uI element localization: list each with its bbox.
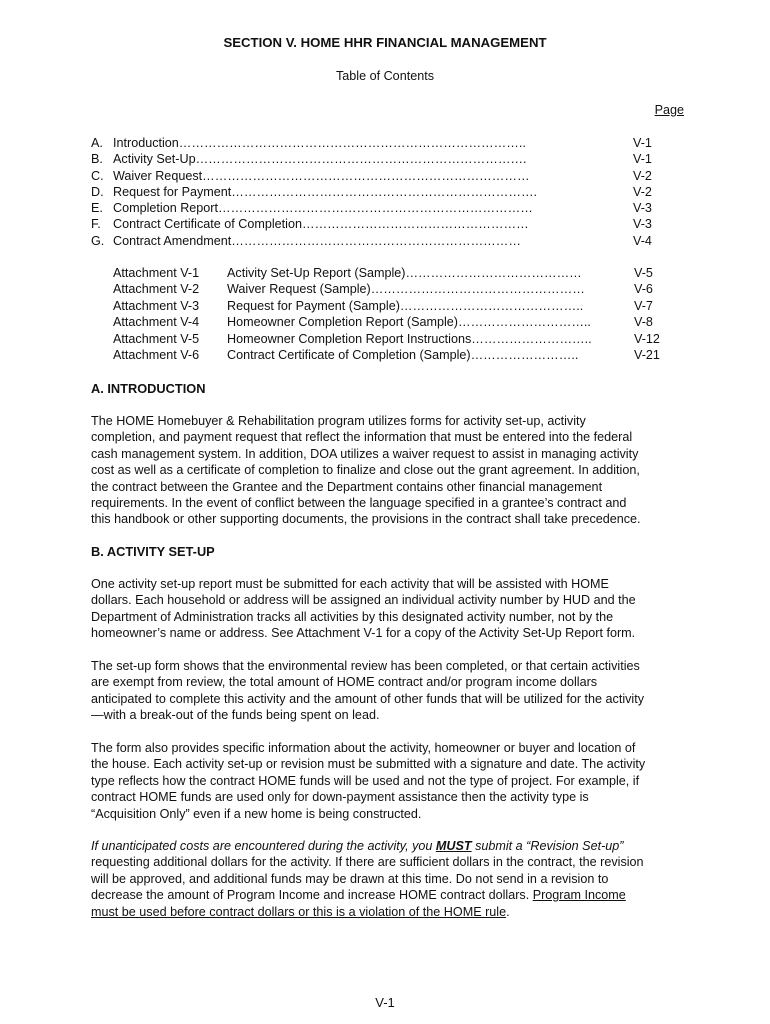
toc-page: V-4 bbox=[633, 233, 652, 248]
paragraph-line: anticipated to complete this activity and the amount of other funds that will be utilized for the activity bbox=[91, 691, 645, 706]
introduction-paragraph bbox=[91, 413, 706, 528]
attachment-label: Attachment V-3 bbox=[113, 298, 200, 313]
attachment-page: V-12 bbox=[634, 331, 660, 346]
toc-entry[interactable] bbox=[91, 216, 681, 232]
paragraph-line: One activity set-up report must be submitted for each activity that will be assisted with HOME bbox=[91, 577, 609, 591]
paragraph-line: the house. Each activity set-up or revision must be submitted with a signature and date. The activity bbox=[91, 757, 646, 772]
attachment-page: V-7 bbox=[634, 298, 653, 313]
paragraph-line: requirements. In the event of conflict between the language specified in a grantee’s contract and bbox=[91, 496, 627, 511]
paragraph-line: homeowner’s name or address. See Attachment V-1 for a copy of the Activity Set-Up Report form. bbox=[91, 626, 636, 641]
paragraph-line: the contract between the Grantee and the Department contains other financial management bbox=[91, 479, 603, 494]
toc-entry[interactable] bbox=[91, 168, 681, 184]
toc-page: V-3 bbox=[633, 217, 652, 232]
toc-letter: B. bbox=[91, 152, 103, 167]
toc-text: Activity Set-Up……………………………………………………………………. bbox=[113, 152, 527, 167]
toc-text: Completion Report………………………………………………………………… bbox=[113, 201, 533, 216]
paragraph-line: dollars. Each household or address will be assigned an individual activity number by HUD and the bbox=[91, 593, 636, 608]
italic-text: submit a “Revision Set-up” bbox=[471, 839, 624, 853]
attachment-label: Attachment V-5 bbox=[113, 331, 200, 346]
toc-text: Request for Payment………………………………………………………………. bbox=[113, 184, 538, 199]
attachment-page: V-21 bbox=[634, 347, 660, 362]
paragraph-line: The set-up form shows that the environmental review has been completed, or that certain activities bbox=[91, 659, 640, 673]
toc-page: V-1 bbox=[633, 152, 652, 167]
toc-entry[interactable] bbox=[91, 200, 681, 216]
activity-setup-paragraph-3 bbox=[91, 740, 706, 822]
paragraph-line bbox=[91, 838, 706, 854]
attachment-text: Homeowner Completion Report Instructions……………………….. bbox=[227, 331, 592, 346]
paragraph-line: The form also provides specific information about the activity, homeowner or buyer and location of bbox=[91, 741, 636, 755]
toc-entry[interactable] bbox=[91, 184, 681, 200]
section-title: SECTION V. HOME HHR FINANCIAL MANAGEMENT bbox=[223, 35, 547, 50]
paragraph-line: contract HOME funds are used only for down-payment assistance then the activity type is bbox=[91, 790, 589, 805]
paragraph-line: requesting additional dollars for the activity. If there are sufficient dollars in the contract, the revision bbox=[91, 855, 644, 870]
paragraph-line: The HOME Homebuyer & Rehabilitation program utilizes forms for activity set-up, activity bbox=[91, 414, 586, 428]
toc-page: V-2 bbox=[633, 184, 652, 199]
paragraph-line: cost as well as a certificate of completion to finalize and close out the grant agreement. In addition, bbox=[91, 463, 640, 478]
section-a-heading: A. INTRODUCTION bbox=[91, 381, 206, 396]
toc-letter: D. bbox=[91, 184, 104, 199]
attachment-entry[interactable] bbox=[113, 298, 683, 314]
toc-letter: C. bbox=[91, 168, 104, 183]
attachments-list bbox=[113, 265, 683, 363]
activity-setup-paragraph-2 bbox=[91, 658, 706, 724]
toc-page-column-header: Page bbox=[654, 103, 684, 117]
paragraph-line: type reflects how the contract HOME funds will be used and not the type of project. For example, if bbox=[91, 773, 640, 788]
attachment-entry[interactable] bbox=[113, 281, 683, 297]
paragraph-line: are exempt from review, the total amount of HOME contract and/or program income dollars bbox=[91, 675, 598, 690]
toc-letter: E. bbox=[91, 201, 103, 216]
toc-text: Contract Amendment…………………………………………………………… bbox=[113, 233, 521, 248]
attachment-page: V-5 bbox=[634, 266, 653, 280]
toc-entry[interactable] bbox=[91, 233, 681, 249]
toc-entry[interactable] bbox=[91, 135, 681, 151]
paragraph-line: —with a break-out of the funds being spent on lead. bbox=[91, 708, 380, 723]
toc-letter: F. bbox=[91, 217, 101, 232]
attachment-text: Request for Payment (Sample)…………………………………….. bbox=[227, 298, 584, 313]
section-b-heading: B. ACTIVITY SET-UP bbox=[91, 544, 215, 559]
paragraph-line: completion, and payment request that reflect the information that must be entered into the federal bbox=[91, 430, 633, 445]
attachment-entry[interactable] bbox=[113, 331, 683, 347]
table-of-contents bbox=[91, 135, 681, 249]
paragraph-line bbox=[91, 887, 706, 903]
toc-page: V-2 bbox=[633, 168, 652, 183]
attachment-page: V-6 bbox=[634, 282, 653, 297]
paragraph-line: this handbook or other supporting documents, the provisions in the contract shall take precedence. bbox=[91, 512, 641, 527]
attachment-text: Waiver Request (Sample)…………………………………………… bbox=[227, 282, 585, 297]
toc-title: Table of Contents bbox=[335, 69, 434, 83]
toc-entry[interactable] bbox=[91, 151, 681, 167]
attachment-label: Attachment V-1 bbox=[113, 266, 200, 280]
toc-text: Introduction……………………………………………………………………….. bbox=[113, 136, 526, 150]
paragraph-line: cash management system. In addition, DOA utilizes a waiver request to assist in managing activity bbox=[91, 446, 639, 461]
toc-text: Waiver Request…………………………………………………………………… bbox=[113, 168, 530, 183]
toc-letter: G. bbox=[91, 233, 105, 248]
attachment-text: Contract Certificate of Completion (Sample)…………………….. bbox=[227, 347, 579, 362]
underlined-text: must be used before contract dollars or this is a violation of the HOME rule bbox=[91, 904, 507, 919]
attachment-label: Attachment V-6 bbox=[113, 347, 200, 362]
plain-text: decrease the amount of Program Income and increase HOME contract dollars. bbox=[91, 888, 533, 903]
toc-page: V-1 bbox=[633, 136, 652, 150]
attachment-entry[interactable] bbox=[113, 265, 683, 281]
attachment-entry[interactable] bbox=[113, 314, 683, 330]
attachment-entry[interactable] bbox=[113, 347, 683, 363]
toc-page: V-3 bbox=[633, 201, 652, 216]
italic-text: If unanticipated costs are encountered during the activity, you bbox=[91, 839, 436, 853]
attachment-text: Activity Set-Up Report (Sample)…………………………………… bbox=[227, 266, 582, 280]
attachment-label: Attachment V-2 bbox=[113, 282, 200, 297]
page-number: V-1 bbox=[375, 995, 395, 1010]
paragraph-line: “Acquisition Only” even if a new home is being constructed. bbox=[91, 806, 422, 821]
revision-setup-paragraph bbox=[91, 838, 706, 920]
toc-letter: A. bbox=[91, 136, 103, 150]
attachment-label: Attachment V-4 bbox=[113, 315, 200, 330]
paragraph-line: Department of Administration tracks all activities by this designated activity number, not by the bbox=[91, 609, 614, 624]
attachment-page: V-8 bbox=[634, 315, 653, 330]
paragraph-line: will be approved, and additional funds may be drawn at this time. Do not send in a revision to bbox=[91, 871, 609, 886]
plain-text: . bbox=[506, 904, 510, 919]
paragraph-line bbox=[91, 904, 706, 920]
must-emphasis: MUST bbox=[435, 839, 472, 853]
attachment-text: Homeowner Completion Report (Sample)………………………….. bbox=[227, 315, 591, 330]
toc-text: Contract Certificate of Completion……………………………………………… bbox=[113, 217, 529, 232]
activity-setup-paragraph-1 bbox=[91, 576, 706, 642]
underlined-text: Program Income bbox=[532, 888, 626, 903]
